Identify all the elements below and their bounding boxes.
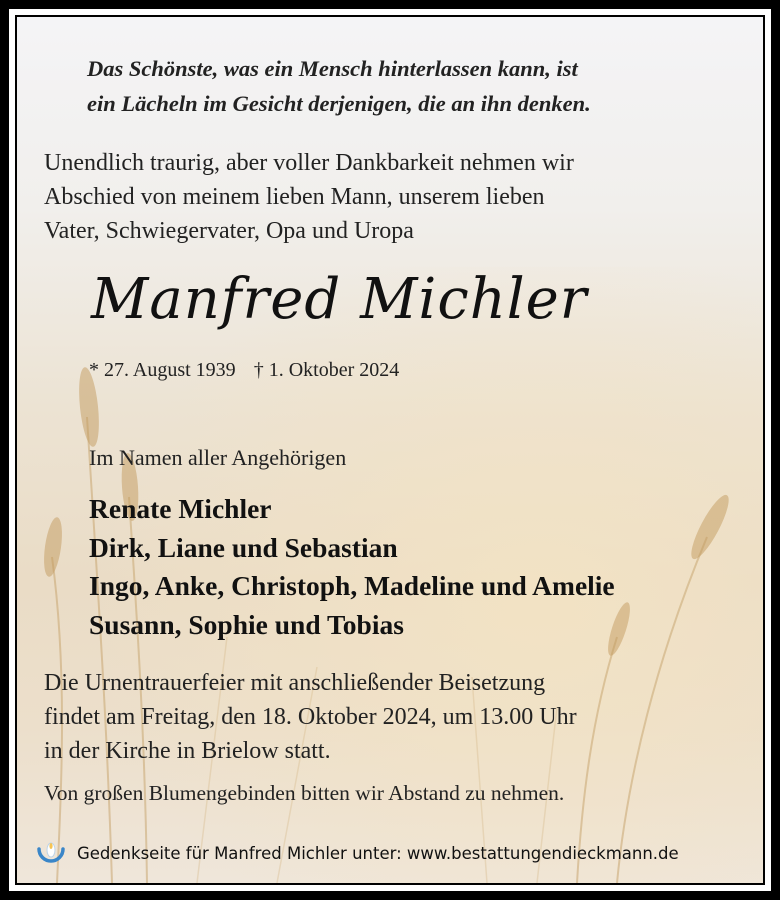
- birth-date: * 27. August 1939: [89, 359, 236, 381]
- quote-line: Das Schönste, was ein Mensch hinterlassen kann, ist: [87, 56, 578, 81]
- candle-ring-logo-icon: [33, 837, 69, 869]
- death-date: † 1. Oktober 2024: [253, 359, 400, 381]
- obituary-notice: [15, 15, 765, 885]
- service-line: findet am Freitag, den 18. Oktober 2024, um 13.00 Uhr: [44, 704, 577, 730]
- service-line: Die Urnentrauerfeier mit anschließender Beisetzung: [44, 670, 546, 696]
- intro-line: Abschied von meinem lieben Mann, unserem lieben: [44, 184, 545, 210]
- mourners-list: [89, 490, 615, 644]
- memorial-page-footer[interactable]: [33, 837, 679, 869]
- intro-line: Vater, Schwiegervater, Opa und Uropa: [44, 218, 414, 244]
- intro-line: Unendlich traurig, aber voller Dankbarkeit nehmen wir: [44, 150, 574, 176]
- mourner-name: Susann, Sophie und Tobias: [89, 608, 404, 640]
- service-info: [44, 666, 577, 768]
- service-line: in der Kirche in Brielow statt.: [44, 738, 331, 764]
- mourner-name: Ingo, Anke, Christoph, Madeline und Amelie: [89, 570, 615, 601]
- flowers-note: Von großen Blumengebinden bitten wir Abstand zu nehmen.: [44, 781, 565, 805]
- mourner-name: Dirk, Liane und Sebastian: [89, 531, 398, 563]
- memorial-quote: [87, 51, 591, 121]
- life-dates: [89, 359, 399, 382]
- mourners-heading: Im Namen aller Angehörigen: [89, 445, 347, 470]
- intro-text: [44, 146, 574, 248]
- memorial-page-link[interactable]: Gedenkseite für Manfred Michler unter: www.bestattungendieckmann.de: [77, 843, 679, 863]
- mourner-name: Renate Michler: [89, 493, 272, 524]
- deceased-name: Manfred Michler: [91, 267, 588, 332]
- quote-line: ein Lächeln im Gesicht derjenigen, die an ihn denken.: [87, 91, 591, 116]
